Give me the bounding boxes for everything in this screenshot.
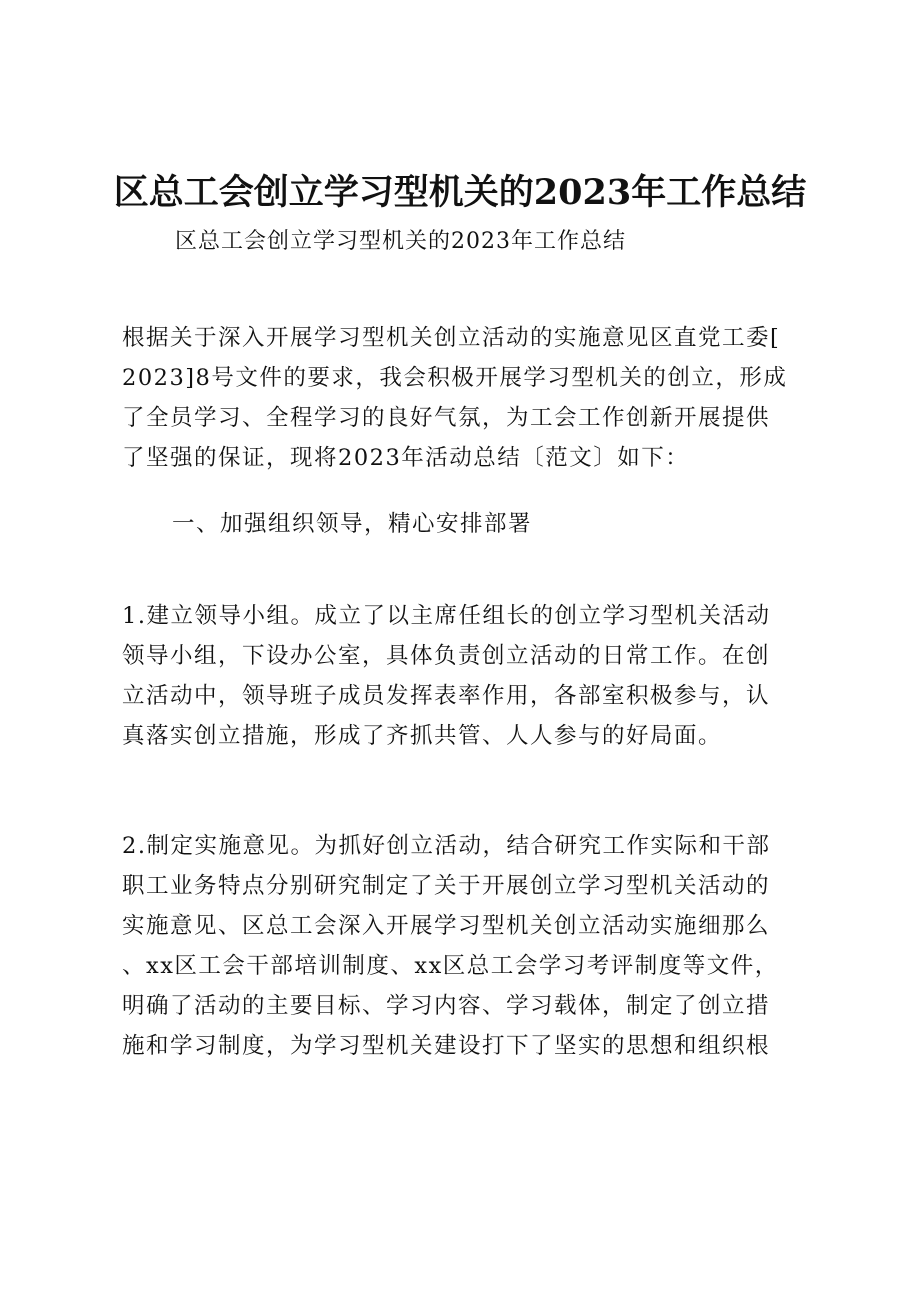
paragraph-line: 了坚强的保证，现将2023年活动总结〔范文〕如下： (122, 445, 690, 471)
paragraph-line: 真落实创立措施，形成了齐抓共管、人人参与的好局面。 (122, 723, 723, 749)
item-1-paragraph (122, 596, 802, 756)
document-subtitle: 区总工会创立学习型机关的2023年工作总结 (175, 229, 626, 254)
paragraph-line: 实施意见、区总工会深入开展学习型机关创立活动实施细那么 (122, 913, 771, 939)
paragraph-line: 1.建立领导小组。成立了以主席任组长的创立学习型机关活动 (122, 603, 771, 629)
paragraph-line: 立活动中，领导班子成员发挥表率作用，各部室积极参与，认 (122, 683, 771, 709)
paragraph-line: 明确了活动的主要目标、学习内容、学习载体，制定了创立措 (122, 993, 771, 1019)
paragraph-line: 2023]8号文件的要求，我会积极开展学习型机关的创立，形成 (122, 365, 788, 391)
paragraph-line: 2.制定实施意见。为抓好创立活动，结合研究工作实际和干部 (122, 833, 771, 859)
paragraph-line: 了全员学习、全程学习的良好气氛，为工会工作创新开展提供 (122, 405, 771, 431)
paragraph-line: 、xx区工会干部培训制度、xx区总工会学习考评制度等文件， (122, 953, 779, 979)
paragraph-line: 职工业务特点分别研究制定了关于开展创立学习型机关活动的 (122, 873, 771, 899)
paragraph-line: 施和学习制度，为学习型机关建设打下了坚实的思想和组织根 (122, 1033, 771, 1059)
paragraph-line: 根据关于深入开展学习型机关创立活动的实施意见区直党工委[ (122, 325, 781, 351)
document-title: 区总工会创立学习型机关的2023年工作总结 (113, 172, 807, 213)
paragraph-line: 领导小组，下设办公室，具体负责创立活动的日常工作。在创 (122, 643, 771, 669)
item-2-paragraph (122, 826, 802, 1066)
section-heading: 一、加强组织领导，精心安排部署 (172, 511, 533, 537)
intro-paragraph (122, 318, 802, 478)
